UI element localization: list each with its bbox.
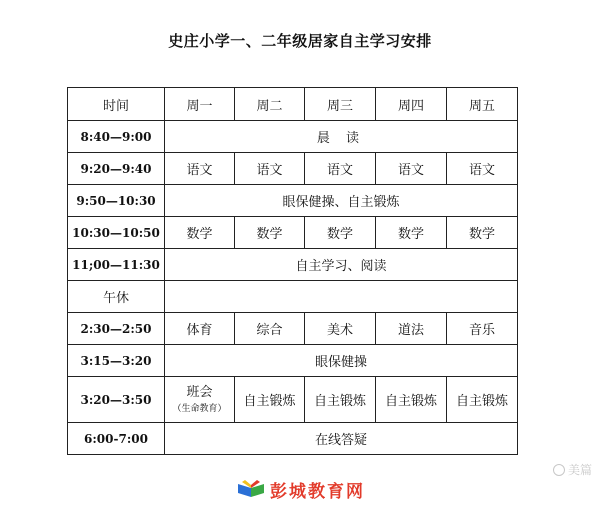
class-meeting-cell <box>165 377 235 423</box>
table-row <box>68 185 518 217</box>
merged-cell <box>165 281 518 313</box>
time-cell: 3:15—3:20 <box>68 345 165 377</box>
table-row <box>68 345 518 377</box>
subject-cell: 自主锻炼 <box>235 377 305 423</box>
time-cell: 9:50—10:30 <box>68 185 165 217</box>
header-cell-wed: 周三 <box>305 88 376 121</box>
table-row <box>68 423 518 455</box>
table-row <box>68 377 518 423</box>
subject-cell: 体育 <box>165 313 235 345</box>
merged-cell: 自主学习、阅读 <box>165 249 518 281</box>
table-row <box>68 313 518 345</box>
subject-cell: 综合 <box>235 313 305 345</box>
subject-cell: 美术 <box>305 313 376 345</box>
table-row <box>68 249 518 281</box>
header-cell-time: 时间 <box>68 88 165 121</box>
time-cell: 11;00—11:30 <box>68 249 165 281</box>
book-logo-icon <box>236 479 266 499</box>
brand-name: 彭城教育网 <box>270 481 365 502</box>
header-cell-thu: 周四 <box>376 88 447 121</box>
page-title: 史庄小学一、二年级居家自主学习安排 <box>168 32 432 50</box>
header-cell-mon: 周一 <box>165 88 235 121</box>
subject-cell: 自主锻炼 <box>376 377 447 423</box>
brand-logo <box>236 478 365 500</box>
subject-cell: 语文 <box>235 153 305 185</box>
table-row <box>68 281 518 313</box>
subject-cell: 语文 <box>305 153 376 185</box>
time-cell: 9:20—9:40 <box>68 153 165 185</box>
time-cell: 6:00-7:00 <box>68 423 165 455</box>
header-cell-tue: 周二 <box>235 88 305 121</box>
merged-cell: 在线答疑 <box>165 423 518 455</box>
time-cell: 8:40—9:00 <box>68 121 165 153</box>
subject-cell: 音乐 <box>447 313 518 345</box>
subject-cell: 自主锻炼 <box>447 377 518 423</box>
header-row <box>68 88 518 121</box>
time-cell: 3:20—3:50 <box>68 377 165 423</box>
schedule-table <box>67 87 518 455</box>
subject-cell: 自主锻炼 <box>305 377 376 423</box>
watermark-icon <box>553 464 565 476</box>
subject-cell: 数学 <box>376 217 447 249</box>
subject-cell: 数学 <box>165 217 235 249</box>
table-row <box>68 217 518 249</box>
class-meeting-sublabel: （生命教育） <box>172 403 227 414</box>
subject-cell: 数学 <box>305 217 376 249</box>
table-row <box>68 153 518 185</box>
subject-cell: 语文 <box>165 153 235 185</box>
subject-cell: 语文 <box>447 153 518 185</box>
time-cell: 2:30—2:50 <box>68 313 165 345</box>
merged-cell: 晨 读 <box>165 121 518 153</box>
subject-cell: 道法 <box>376 313 447 345</box>
watermark <box>553 461 592 478</box>
merged-cell: 眼保健操、自主锻炼 <box>165 185 518 217</box>
subject-cell: 语文 <box>376 153 447 185</box>
subject-cell: 数学 <box>235 217 305 249</box>
header-cell-fri: 周五 <box>447 88 518 121</box>
time-cell: 10:30—10:50 <box>68 217 165 249</box>
time-cell: 午休 <box>68 281 165 313</box>
subject-cell: 数学 <box>447 217 518 249</box>
merged-cell: 眼保健操 <box>165 345 518 377</box>
table-row <box>68 121 518 153</box>
watermark-text: 美篇 <box>567 463 592 477</box>
class-meeting-label: 班会 <box>186 384 213 400</box>
